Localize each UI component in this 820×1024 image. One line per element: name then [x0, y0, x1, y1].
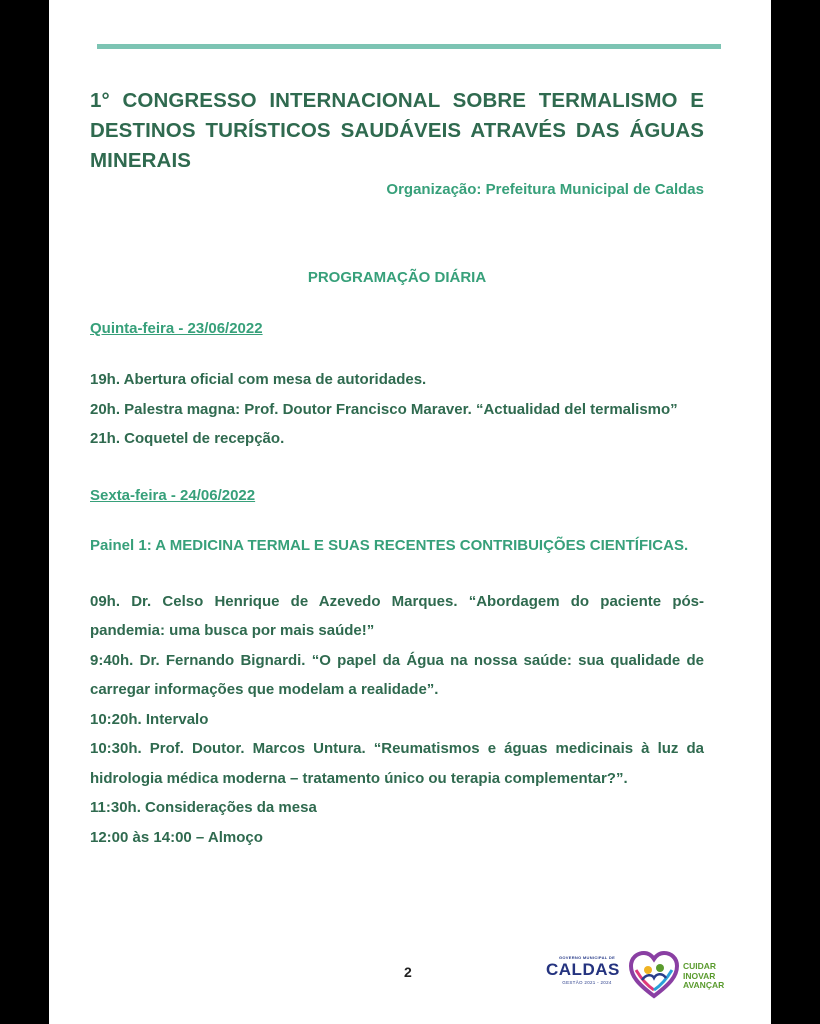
schedule-item: 20h. Palestra magna: Prof. Doutor Francisco Maraver. “Actualidad del termalismo”: [90, 400, 678, 418]
schedule-item: 11:30h. Considerações da mesa: [90, 799, 317, 816]
organization-line: Organização: Prefeitura Municipal de Caldas: [386, 181, 704, 198]
panel-title: Painel 1: A MEDICINA TERMAL E SUAS RECENTES CONTRIBUIÇÕES CIENTÍFICAS.: [90, 536, 689, 554]
top-rule: [97, 44, 721, 49]
schedule-item: 12:00 às 14:00 – Almoço: [90, 828, 263, 846]
day-heading-friday: Sexta-feira - 24/06/2022: [90, 486, 256, 504]
heart-people-icon: [628, 950, 680, 1000]
logo-name: CALDAS: [546, 960, 620, 979]
schedule-item: 10:30h. Prof. Doutor. Marcos Untura. “Reumatismos e águas medicinais à luz da hidrologia médica moderna – tratamento único ou terapia complementar?”.: [90, 740, 704, 787]
document-page: [49, 0, 771, 1024]
schedule-item: 19h. Abertura oficial com mesa de autoridades.: [90, 371, 427, 388]
schedule-item: 9:40h. Dr. Fernando Bignardi. “O papel da Água na nossa saúde: sua qualidade de carregar informações que modelam a realidade”.: [90, 651, 704, 698]
logo-slogan: [683, 962, 724, 991]
schedule-item: 21h. Coquetel de recepção.: [90, 430, 285, 447]
program-heading: PROGRAMAÇÃO DIÁRIA: [307, 269, 487, 286]
day-heading-thursday: Quinta-feira - 23/06/2022: [90, 320, 263, 337]
slogan-line: INOVAR: [683, 970, 716, 981]
logo-term: GESTÃO 2021 - 2024: [562, 980, 612, 985]
congress-title: 1° CONGRESSO INTERNACIONAL SOBRE TERMALISMO E DESTINOS TURÍSTICOS SAUDÁVEIS ATRAVÉS DAS ÁGUAS MINERAIS: [90, 89, 704, 172]
thursday-schedule: [90, 365, 704, 454]
schedule-item: 09h. Dr. Celso Henrique de Azevedo Marques. “Abordagem do paciente pós-pandemia: uma busca por mais saúde!”: [90, 592, 704, 639]
slogan-line: CUIDAR: [683, 961, 717, 971]
logo-top-text: GOVERNO MUNICIPAL DE: [558, 955, 616, 960]
page-content: [90, 86, 704, 852]
slogan-line: AVANÇAR: [683, 980, 725, 990]
friday-schedule: [90, 587, 704, 853]
page-number: 2: [404, 964, 412, 980]
schedule-item: 10:20h. Intervalo: [90, 710, 209, 728]
caldas-government-logo: [546, 950, 746, 1000]
